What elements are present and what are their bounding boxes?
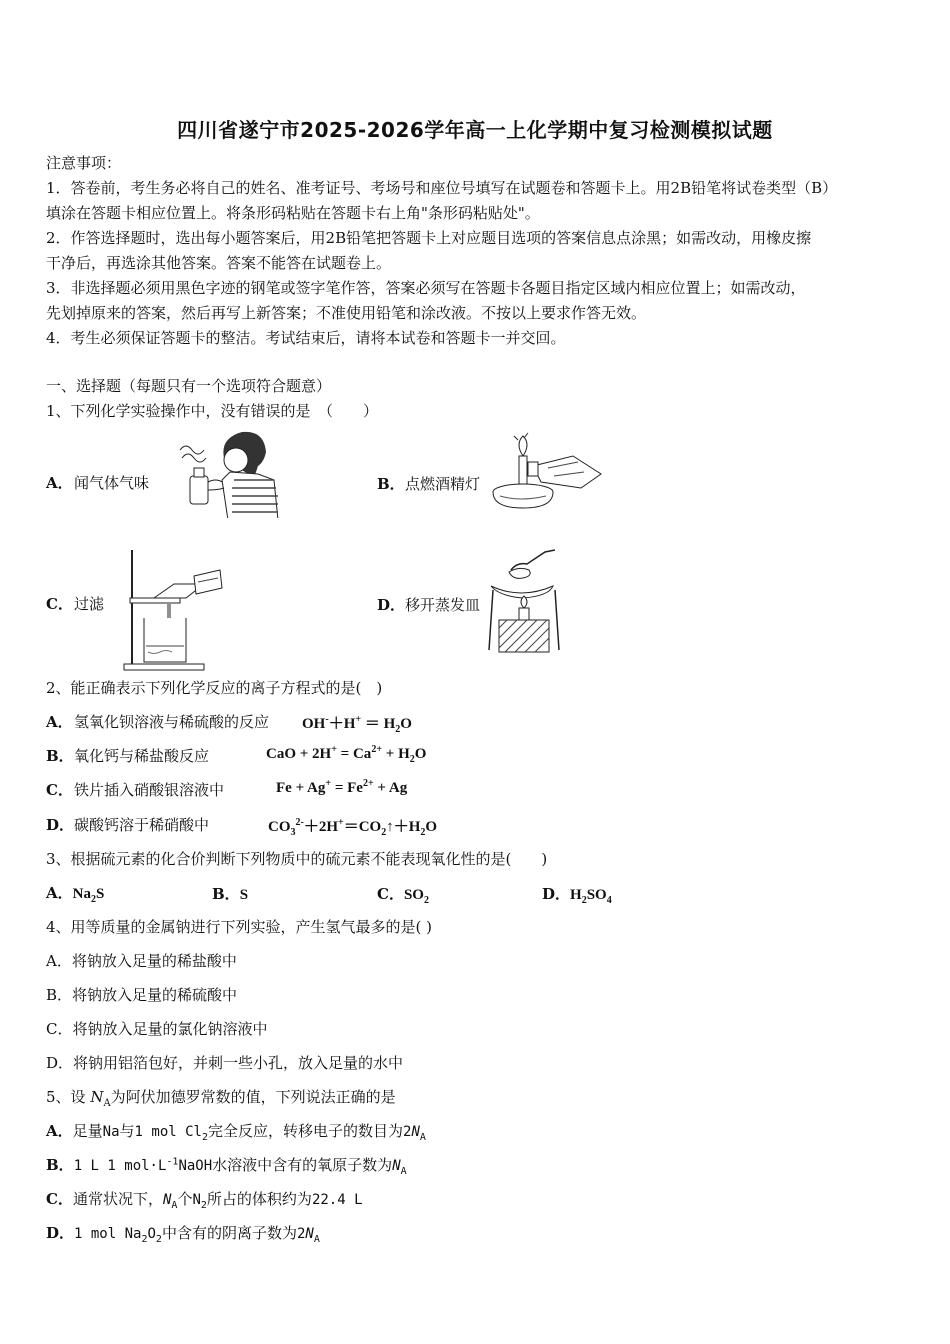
question-1-stem: 1、下列化学实验操作中，没有错误的是 （ ） [46, 402, 379, 420]
q3-option-a: A．$Na_2S$ [46, 884, 105, 905]
option-text: 移开蒸发皿 [405, 596, 481, 614]
notice-line: 4．考生必须保证答题卡的整洁。考试结束后，请将本试卷和答题卡一并交回。 [46, 329, 566, 347]
q4-option-b: B．将钠放入足量的稀硫酸中 [46, 986, 238, 1004]
question-5-stem: 5、设 $N_A$为阿伏加德罗常数的值，下列说法正确的是 [46, 1088, 396, 1109]
evaporating-dish-figure [485, 548, 563, 658]
q1-option-b [377, 473, 480, 494]
alcohol-lamp-figure [488, 432, 603, 512]
option-text: 闻气体气味 [74, 474, 150, 492]
question-4-stem: 4、用等质量的金属钠进行下列实验，产生氢气最多的是( ) [46, 918, 433, 936]
q4-option-c: C．将钠放入足量的氯化钠溶液中 [46, 1020, 268, 1038]
q1-option-a [46, 473, 149, 493]
q5-option-a: A．足量Na与1 mol $Cl_2$完全反应，转移电子的数目为$2N_A$ [46, 1122, 426, 1143]
q2d-equation: $CO_3^{2-}+2H^+=CO_2↑+H_2O$ [268, 817, 438, 838]
q5-option-b: B．1 L 1 $mol\cdot L^{-1}NaOH$水溶液中含有的氧原子数为$N_A$ [46, 1156, 407, 1177]
q2-option-a [46, 712, 269, 732]
filtration-figure [112, 546, 230, 674]
option-text: 氧化钙与稀盐酸反应 [74, 747, 210, 765]
question-2-stem: 2、能正确表示下列化学反应的离子方程式的是( ) [46, 679, 383, 697]
option-text: 点燃酒精灯 [405, 475, 481, 493]
q2-option-b [46, 746, 209, 766]
notice-line: 干净后，再选涂其他答案。答案不能答在试题卷上。 [46, 254, 392, 272]
q4-option-d: D．将钠用铝箔包好，并刺一些小孔，放入足量的水中 [46, 1054, 404, 1072]
q2a-equation: $OH^-+H^+ = H_2O$ [302, 714, 412, 735]
smell-gas-figure [172, 428, 282, 518]
notice-line: 3．非选择题必须用黑色字迹的钢笔或签字笔作答，答案必须写在答题卡各题目指定区域内相应位置上；如需改动， [46, 279, 806, 297]
q2b-equation: CaO + $2H^+ = Ca^{2+} + H_2O$ [266, 744, 427, 765]
notice-line: 先划掉原来的答案，然后再写上新答案；不准使用铅笔和涂改液。不按以上要求作答无效。 [46, 304, 647, 322]
option-label: B． [377, 475, 405, 493]
option-label: A． [46, 713, 73, 731]
option-label: D． [377, 596, 406, 614]
option-text: 碳酸钙溶于稀硝酸中 [74, 816, 210, 834]
q1-option-d [377, 594, 480, 615]
q3-option-b: B．S [212, 885, 249, 903]
option-label: C． [46, 781, 73, 799]
q3-option-c: C．$SO_2$ [377, 885, 429, 906]
option-text: 氢氧化钡溶液与稀硫酸的反应 [74, 713, 270, 731]
q5-option-d: D．1 mol $Na_2O_2$中含有的阴离子数为$2N_A$ [46, 1224, 320, 1245]
option-text: 过滤 [74, 595, 105, 613]
q2-option-d [46, 815, 209, 835]
q5-option-c: C．通常状况下，$N_A$个$N_2$所占的体积约为22.4 L [46, 1190, 363, 1211]
page-title: 四川省遂宁市2025-2026学年高一上化学期中复习检测模拟试题 [177, 118, 773, 142]
notice-line: 1．答卷前，考生务必将自己的姓名、准考证号、考场号和座位号填写在试题卷和答题卡上。用2B铅笔将试卷类型（B） [46, 179, 838, 197]
q2c-equation: $Fe + Ag^+ = Fe^{2+} + Ag$ [276, 778, 408, 796]
q3-option-d: D．$H_2SO_4$ [542, 885, 612, 906]
question-3-stem: 3、根据硫元素的化合价判断下列物质中的硫元素不能表现氧化性的是( ) [46, 850, 548, 868]
notice-line: 填涂在答题卡相应位置上。将条形码粘贴在答题卡右上角"条形码粘贴处"。 [46, 204, 540, 222]
q1-option-c [46, 594, 104, 614]
q4-option-a: A．将钠放入足量的稀盐酸中 [46, 952, 237, 970]
option-label: A． [46, 474, 73, 492]
notice-line: 2．作答选择题时，选出每小题答案后，用2B铅笔把答题卡上对应题目选项的答案信息点涂黑；如需改动，用橡皮擦 [46, 229, 812, 247]
option-label: B． [46, 747, 74, 765]
option-label: D． [46, 816, 75, 834]
option-label: C． [46, 595, 73, 613]
q2-option-c [46, 780, 224, 800]
section-heading: 一、选择题（每题只有一个选项符合题意） [46, 377, 332, 395]
option-text: 铁片插入硝酸银溶液中 [74, 781, 225, 799]
notice-heading: 注意事项： [46, 154, 122, 172]
